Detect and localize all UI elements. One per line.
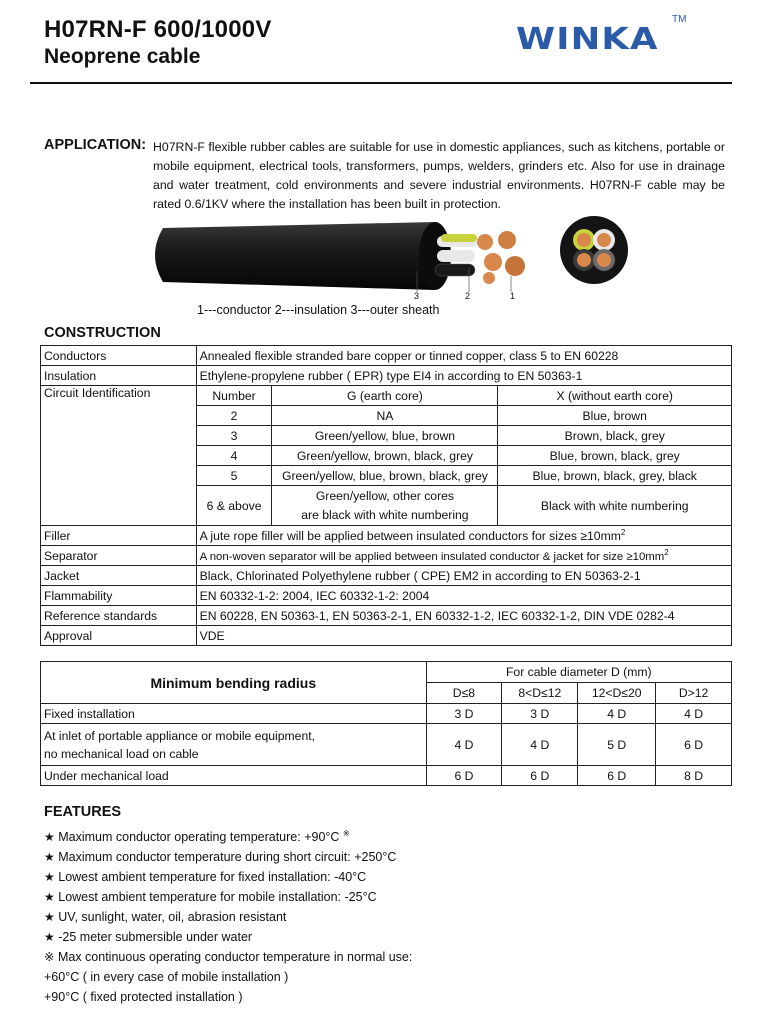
feature-text: Lowest ambient temperature for mobile installation: -25°C [58,890,377,905]
circuit-x: Blue, brown [498,406,732,426]
jacket-value: Black, Chlorinated Polyethylene rubber ( CPE) EM2 in according to EN 50363-2-1 [196,566,731,586]
list-item [44,824,412,847]
diameter-col: D≤8 [426,683,502,704]
circuit-x: Blue, brown, black, grey, black [498,466,732,486]
list-item: +90°C ( fixed protected installation ) [44,990,243,1005]
table-row [41,566,732,586]
bending-value: 6 D [578,766,656,786]
trademark: TM [672,14,687,25]
bending-value: 6 D [656,724,732,766]
bending-row-label [41,724,427,766]
callout-3: 3 [414,291,420,301]
list-item [44,947,412,967]
star-icon: ★ [44,850,55,865]
diameter-group-header: For cable diameter D (mm) [426,662,731,683]
diameter-col: D>12 [656,683,732,704]
circuit-number: 6 & above [196,486,272,526]
bending-value: 4 D [502,724,578,766]
conductors-value: Annealed flexible stranded bare copper or tinned copper, class 5 to EN 60228 [196,346,731,366]
reference-value: EN 60228, EN 50363-1, EN 50363-2-1, EN 60332-1-2, IEC 60332-1-2, DIN VDE 0282-4 [196,606,731,626]
bending-row-label-line2: no mechanical load on cable [44,746,199,761]
bending-value: 6 D [426,766,502,786]
table-row [41,626,732,646]
separator-label: Separator [41,546,197,566]
page-subtitle: Neoprene cable [44,45,201,68]
circuit-g: Green/yellow, blue, brown [272,426,498,446]
list-item [44,907,412,927]
star-icon: ★ [44,930,55,945]
filler-value [196,526,731,546]
conductors-label: Conductors [41,346,197,366]
filler-label: Filler [41,526,197,546]
circuit-number: 4 [196,446,272,466]
page-title: H07RN-F 600/1000V [44,16,272,43]
table-row [41,526,732,546]
bending-row-label: Under mechanical load [41,766,427,786]
circuit-x: Black with white numbering [498,486,732,526]
star-icon: ★ [44,830,55,845]
feature-text: Maximum conductor temperature during short circuit: +250°C [58,850,397,865]
application-text: H07RN-F flexible rubber cables are suitable for use in domestic appliances, such as kitchens, portable or mobile equipment, electrical tools, transformers, pumps, welders, grinders etc. Also for use in drainage and water treatment, cold environments and severe industrial environments. H07RN-F cable may be rated 0.6/1KV where the installation has been built in protection. [153,140,725,211]
table-row [41,366,732,386]
table-row [41,586,732,606]
separator-value [196,546,731,566]
circuit-g: NA [272,406,498,426]
diameter-col: 8<D≤12 [502,683,578,704]
features-list [44,824,412,1007]
cable-cross-section [558,214,630,286]
feature-note: Max continuous operating conductor temperature in normal use: [57,950,413,965]
feature-text: Lowest ambient temperature for fixed installation: -40°C [58,870,367,885]
bending-value: 4 D [426,724,502,766]
list-item [44,867,412,887]
table-row [41,766,732,786]
table-row [41,546,732,566]
table-row [41,662,732,683]
feature-text: -25 meter submersible under water [58,930,253,945]
bending-value: 5 D [578,724,656,766]
circuit-g: Green/yellow, blue, brown, black, grey [272,466,498,486]
feature-text: Maximum conductor operating temperature: +90°C [58,830,340,845]
table-row [41,704,732,724]
list-item: +60°C ( in every case of mobile installation ) [44,970,289,985]
jacket-label: Jacket [41,566,197,586]
cable-illustration [145,216,535,296]
header-divider [30,82,732,84]
note-mark-icon: ※ [342,829,350,838]
flammability-label: Flammability [41,586,197,606]
copper-strands [477,231,525,284]
bending-value: 4 D [656,704,732,724]
circuit-number: 3 [196,426,272,446]
callout-2: 2 [465,291,471,301]
construction-table [40,345,732,646]
features-heading: FEATURES [44,804,122,820]
separator-sup: 2 [664,548,669,558]
bending-value: 4 D [578,704,656,724]
star-icon: ★ [44,910,55,925]
callout-1: 1 [510,291,516,301]
table-row [41,386,732,406]
insulation-value: Ethylene-propylene rubber ( EPR) type EI4 in according to EN 50363-1 [196,366,731,386]
diameter-col: 12<D≤20 [578,683,656,704]
bending-value: 3 D [502,704,578,724]
circuit-g-line1: Green/yellow, other cores [272,486,498,506]
table-row [41,606,732,626]
table-row [41,724,732,766]
circuit-g-line2: are black with white numbering [272,506,498,526]
flammability-value: EN 60332-1-2: 2004, IEC 60332-1-2: 2004 [196,586,731,606]
circuit-x: Brown, black, grey [498,426,732,446]
table-row [41,346,732,366]
insulation-label: Insulation [41,366,197,386]
brand-logo [516,14,706,64]
filler-text: A jute rope filler will be applied between insulated conductors for sizes ≥10mm [199,529,621,544]
circuit-g: Green/yellow, brown, black, grey [272,446,498,466]
x-header: X (without earth core) [498,386,732,406]
g-header: G (earth core) [272,386,498,406]
note-mark-icon: ※ [44,950,55,965]
approval-label: Approval [41,626,197,646]
list-item [44,847,412,867]
bending-row-label-line1: At inlet of portable appliance or mobile equipment, [44,728,315,743]
construction-heading: CONSTRUCTION [44,325,161,341]
bending-radius-table [40,661,732,786]
number-header: Number [196,386,272,406]
list-item [44,887,412,907]
bending-row-label: Fixed installation [41,704,427,724]
star-icon: ★ [44,870,55,885]
filler-sup: 2 [620,527,626,537]
separator-text: A non-woven separator will be applied between insulated conductor & jacket for size ≥10mm [199,550,665,563]
brand-name: WINKA [516,22,659,57]
diagram-legend: 1---conductor 2---insulation 3---outer sheath [197,303,440,317]
circuit-x: Blue, brown, black, grey [498,446,732,466]
outer-sheath-shape [155,222,443,290]
circuit-number: 5 [196,466,272,486]
bending-title: Minimum bending radius [41,662,427,704]
circuit-label: Circuit Identification [41,386,197,526]
approval-value: VDE [196,626,731,646]
bending-value: 8 D [656,766,732,786]
bending-value: 3 D [426,704,502,724]
bending-value: 6 D [502,766,578,786]
circuit-number: 2 [196,406,272,426]
reference-label: Reference standards [41,606,197,626]
list-item [44,927,412,947]
application-label: APPLICATION: [44,137,147,153]
star-icon: ★ [44,890,55,905]
feature-text: UV, sunlight, water, oil, abrasion resistant [58,910,287,925]
